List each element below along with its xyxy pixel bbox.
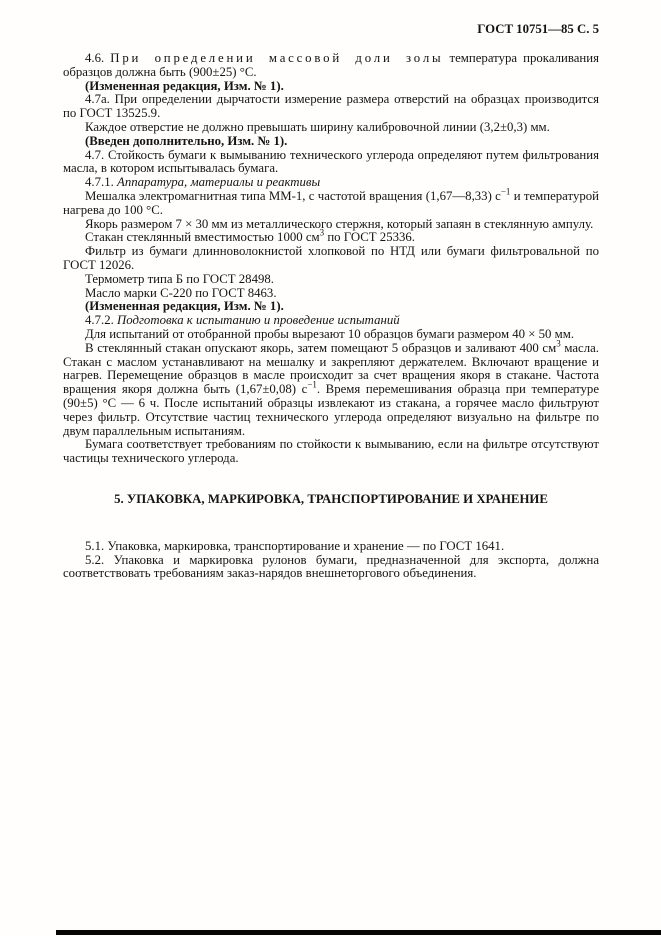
para-beaker: Стакан стеклянный вместимостью 1000 $см^3$ по ГОСТ 25336.	[85, 228, 415, 245]
para-thermometer: Термометр типа Б по ГОСТ 28498.	[85, 271, 274, 286]
para-4-7-1: 4.7.1. Аппаратура, материалы и реактивы	[85, 175, 321, 190]
para-mixer: Мешалка электромагнитная типа ММ-1, с частотой вращения (1,67—8,33) $с^{-1}$ и температурой нагрева до 100 °С.	[63, 186, 599, 217]
para-amendment-1: (Измененная редакция, Изм. № 1).	[85, 78, 284, 93]
para-filter: Фильтр из бумаги длинноволокнистой хлопковой по НТД или бумаги фильтровальной по ГОСТ 12026.	[63, 244, 599, 272]
para-samples: Для испытаний от отобранной пробы вырезают 10 образцов бумаги размером 40 × 50 мм.	[85, 326, 575, 341]
para-introduced: (Введен дополнительно, Изм. № 1).	[85, 133, 288, 148]
para-procedure: В стеклянный стакан опускают якорь, затем помещают 5 образцов и заливают 400 $см^3$ масла. Стакан с маслом устанавливают на мешалку и закрепляют держателем. Включают вращение и нагрев. Перемещение образцов в масле происходит за счет вращения якоря в стакане. Частота вращения якоря должна быть (1,67±0,08) $с^{-1}$. Время перемешивания образца при температуре (90±5) °С — 6 ч. После испытаний образцы извлекают из стакана, а горячее масло фильтруют через фильтр. Отсутствие частиц технического углерода определяют визуально на фильтре по двум параллельным испытаниям.	[63, 338, 600, 438]
para-amendment-2: (Измененная редакция, Изм. № 1).	[85, 299, 284, 314]
scan-artifact-bottom-edge	[56, 930, 661, 935]
gost-page-header: ГОСТ 10751—85 С. 5	[477, 22, 599, 36]
para-4-7: 4.7. Стойкость бумаги к вымыванию технического углерода определяют путем фильтрования масла, в котором испытывалась бумага.	[63, 147, 599, 176]
para-4-7-2: 4.7.2. Подготовка к испытанию и проведение испытаний	[85, 313, 400, 328]
para-4-6: 4.6. При определении массовой доли золы температура прокаливания образцов должна быть (900±25) °С.	[63, 51, 599, 79]
para-hole-limit: Каждое отверстие не должно превышать ширину калибровочной линии (3,2±0,3) мм.	[85, 119, 550, 134]
para-conformity: Бумага соответствует требованиям по стойкости к вымыванию, если на фильтре отсутствуют частицы технического углерода.	[63, 437, 599, 466]
section-5-heading: 5. УПАКОВКА, МАРКИРОВКА, ТРАНСПОРТИРОВАНИЕ И ХРАНЕНИЕ	[114, 491, 548, 506]
para-4-7a: 4.7а. При определении дырчатости измерение размера отверстий на образцах производится по ГОСТ 13525.9.	[63, 92, 599, 121]
para-oil: Масло марки С-220 по ГОСТ 8463.	[85, 285, 277, 300]
document-body	[63, 52, 599, 581]
para-anchor: Якорь размером 7 × 30 мм из металлического стержня, который запаян в стеклянную ампулу.	[85, 216, 594, 231]
para-5-1: 5.1. Упаковка, маркировка, транспортирование и хранение — по ГОСТ 1641.	[85, 538, 505, 553]
para-5-2: 5.2. Упаковка и маркировка рулонов бумаги, предназначенной для экспорта, должна соответствовать требованиям заказ-нарядов внешнеторгового объединения.	[63, 552, 599, 581]
